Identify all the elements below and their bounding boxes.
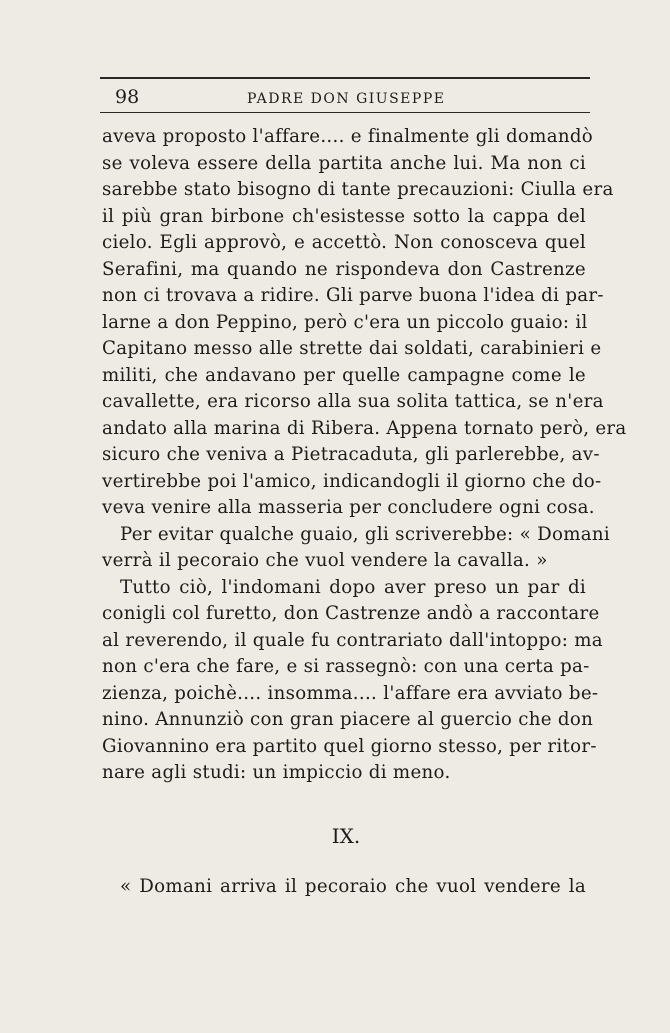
text-line: il più gran birbone ch'esistesse sotto la cappa del	[102, 205, 586, 227]
text-line: Per evitar qualche guaio, gli scriverebbe: « Domani	[120, 523, 611, 545]
text-line: se voleva essere della partita anche lui. Ma non ci	[102, 152, 586, 174]
text-line: veva venire alla masseria per concludere ogni cosa.	[102, 497, 595, 518]
text-line: sarebbe stato bisogno di tante precauzioni: Ciulla era	[102, 179, 614, 200]
body-text	[102, 124, 627, 787]
text-line: cielo. Egli approvò, e accettò. Non conosceva quel	[102, 232, 586, 253]
header-bottom-rule	[100, 112, 590, 113]
text-line: Giovannino era partito quel giorno stesso, per ritor-	[102, 735, 597, 757]
text-line: non c'era che fare, e si rassegnò: con una certa pa-	[102, 656, 590, 677]
text-line: cavallette, era ricorso alla sua solita tattica, se n'era	[102, 391, 604, 412]
text-line: aveva proposto l'affare.... e finalmente gli domandò	[102, 126, 594, 147]
text-line: nare agli studi: un impiccio di meno.	[102, 762, 451, 783]
chapter-number: IX.	[331, 824, 361, 848]
text-line: vertirebbe poi l'amico, indicandogli il giorno che do-	[102, 470, 602, 492]
chapter-heading	[0, 824, 670, 848]
running-title: PADRE DON GIUSEPPE	[247, 91, 446, 107]
text-line: Tutto ciò, l'indomani dopo aver preso un par di	[120, 576, 586, 598]
text-line: non ci trovava a ridire. Gli parve buona l'idea di par-	[102, 285, 604, 306]
text-line: andato alla marina di Ribera. Appena tornato però, era	[102, 417, 627, 439]
text-line: militi, che andavano per quelle campagne come le	[102, 364, 586, 386]
text-line: conigli col furetto, don Castrenze andò a raccontare	[102, 603, 600, 624]
text-line: nino. Annunziò con gran piacere al guercio che don	[102, 709, 594, 730]
text-line: zienza, poichè.... insomma.... l'affare era avviato be-	[102, 682, 599, 704]
header-top-rule	[100, 77, 590, 79]
page-number: 98	[115, 86, 140, 108]
text-line: sicuro che veniva a Pietracaduta, gli parlerebbe, av-	[102, 444, 600, 465]
text-line: al reverendo, il quale fu contrariato dall'intoppo: ma	[102, 629, 603, 651]
text-line: verrà il pecoraio che vuol vendere la cavalla. »	[102, 550, 548, 571]
text-line: Capitano messo alle strette dai soldati, carabinieri e	[102, 338, 602, 359]
text-line: « Domani arriva il pecoraio che vuol vendere la	[120, 876, 586, 897]
text-line: Serafini, ma quando ne rispondeva don Castrenze	[102, 258, 586, 280]
chapter-first-paragraph	[102, 874, 586, 901]
text-line: larne a don Peppino, però c'era un piccolo guaio: il	[102, 311, 588, 333]
